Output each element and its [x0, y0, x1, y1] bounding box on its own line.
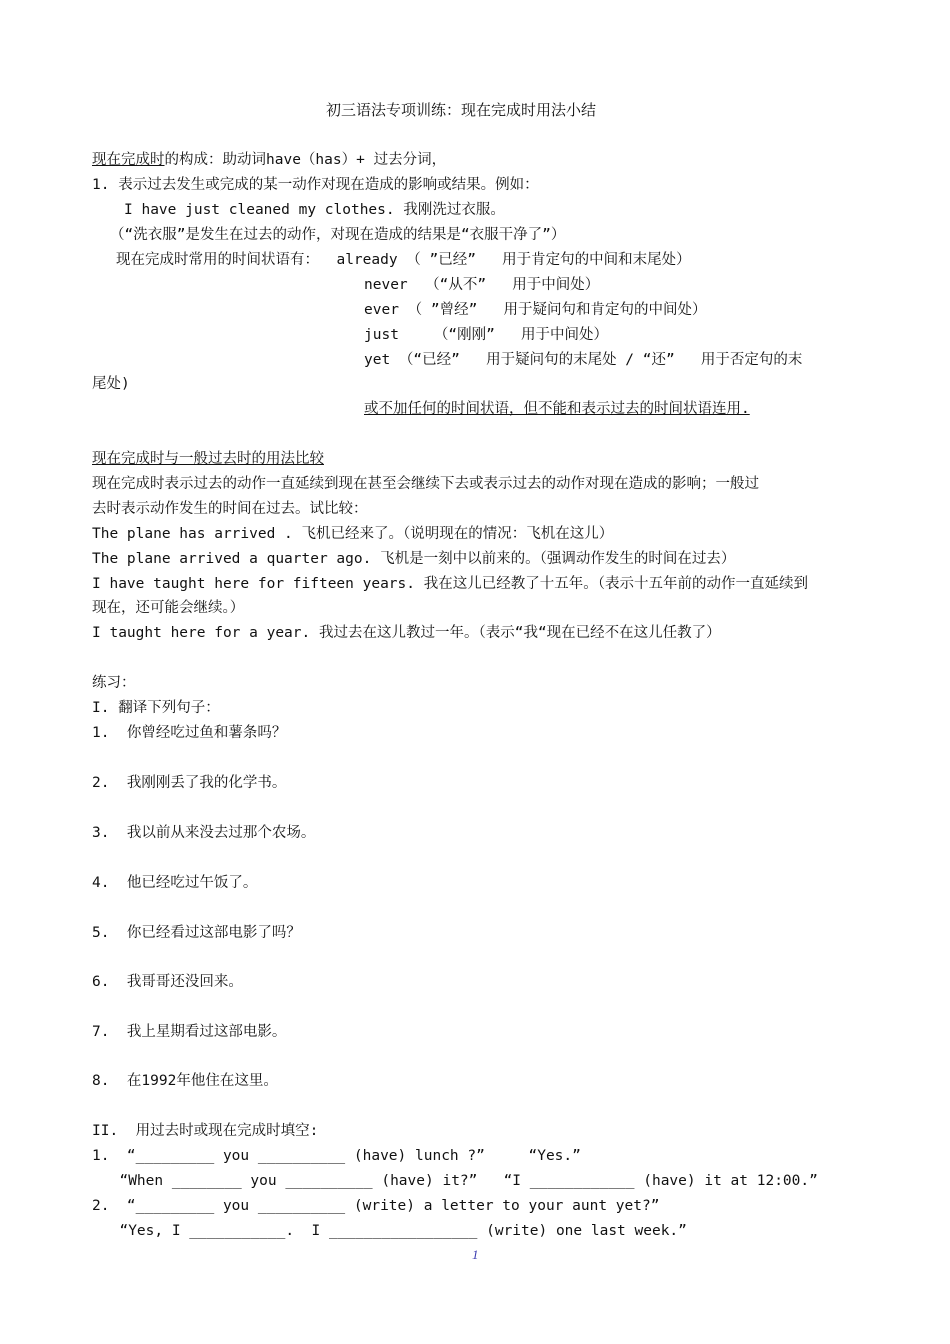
page-number: 1: [472, 1247, 479, 1262]
translation-item: 2. 我刚刚丢了我的化学书。: [92, 775, 287, 791]
formation-line: [92, 150, 446, 170]
example-explanation: （“洗衣服”是发生在过去的动作，对现在造成的结果是“衣服干净了”）: [110, 227, 566, 243]
comparison-example-2: The plane arrived a quarter ago. 飞机是一刻中以前来的。（强调动作发生的时间在过去）: [92, 551, 736, 567]
translation-item: 7. 我上星期看过这部电影。: [92, 1024, 287, 1040]
adverb-just: just （“刚刚” 用于中间处）: [364, 327, 608, 343]
comparison-heading: 现在完成时与一般过去时的用法比较: [92, 451, 324, 467]
usage-point-1: 1. 表示过去发生或完成的某一动作对现在造成的影响或结果。例如：: [92, 177, 539, 193]
translation-item: 8. 在1992年他住在这里。: [92, 1073, 278, 1089]
translation-item: 3. 我以前从来没去过那个农场。: [92, 825, 316, 841]
part1-title: I. 翻译下列句子：: [92, 700, 220, 716]
adverb-never: never （“从不” 用于中间处）: [364, 277, 600, 293]
adverb-yet-continued: 尾处): [92, 376, 130, 392]
formation-term: 现在完成时: [92, 152, 165, 168]
formation-rest: 的构成：助动词have（has）+ 过去分词，: [164, 152, 447, 168]
page-title: 初三语法专项训练：现在完成时用法小结: [326, 101, 597, 119]
adverb-yet: yet （“已经” 用于疑问句的末尾处 / “还” 用于否定句的末: [364, 352, 803, 368]
comparison-paragraph-cont: 去时表示动作发生的时间在过去。试比较：: [92, 501, 368, 517]
fill-blank-line: “When ________ you __________ (have) it?” “I ____________ (have) it at 12:00.”: [102, 1173, 818, 1189]
example-sentence: I have just cleaned my clothes. 我刚洗过衣服。: [124, 202, 505, 218]
practice-heading: 练习：: [92, 675, 136, 691]
translation-item: 1. 你曾经吃过鱼和薯条吗？: [92, 725, 287, 741]
translation-item: 5. 你已经看过这部电影了吗？: [92, 925, 301, 941]
translation-item: 4. 他已经吃过午饭了。: [92, 875, 258, 891]
fill-blank-line: 1. “_________ you __________ (have) lunch ?” “Yes.”: [92, 1148, 581, 1164]
comparison-paragraph: 现在完成时表示过去的动作一直延续到现在甚至会继续下去或表示过去的动作对现在造成的影响；一般过: [92, 476, 759, 492]
fill-blank-line: 2. “_________ you __________ (write) a letter to your aunt yet?”: [92, 1198, 660, 1214]
usage-note: 或不加任何的时间状语，但不能和表示过去的时间状语连用.: [364, 401, 750, 417]
comparison-example-1: The plane has arrived . 飞机已经来了。（说明现在的情况：飞机在这儿）: [92, 526, 614, 542]
comparison-example-3-cont: 现在，还可能会继续。）: [92, 600, 245, 616]
adverbs-intro: 现在完成时常用的时间状语有： already （ ”已经” 用于肯定句的中间和末尾处）: [116, 252, 691, 268]
comparison-example-3: I have taught here for fifteen years. 我在这儿已经教了十五年。（表示十五年前的动作一直延续到: [92, 576, 808, 592]
adverb-ever: ever （ ”曾经” 用于疑问句和肯定句的中间处）: [364, 302, 707, 318]
fill-blank-line: “Yes, I ___________. I _________________ (write) one last week.”: [102, 1223, 687, 1239]
part2-title: II. 用过去时或现在完成时填空:: [92, 1123, 319, 1139]
comparison-example-4: I taught here for a year. 我过去在这儿教过一年。（表示“我“现在已经不在这儿任教了）: [92, 625, 721, 641]
translation-item: 6. 我哥哥还没回来。: [92, 974, 243, 990]
